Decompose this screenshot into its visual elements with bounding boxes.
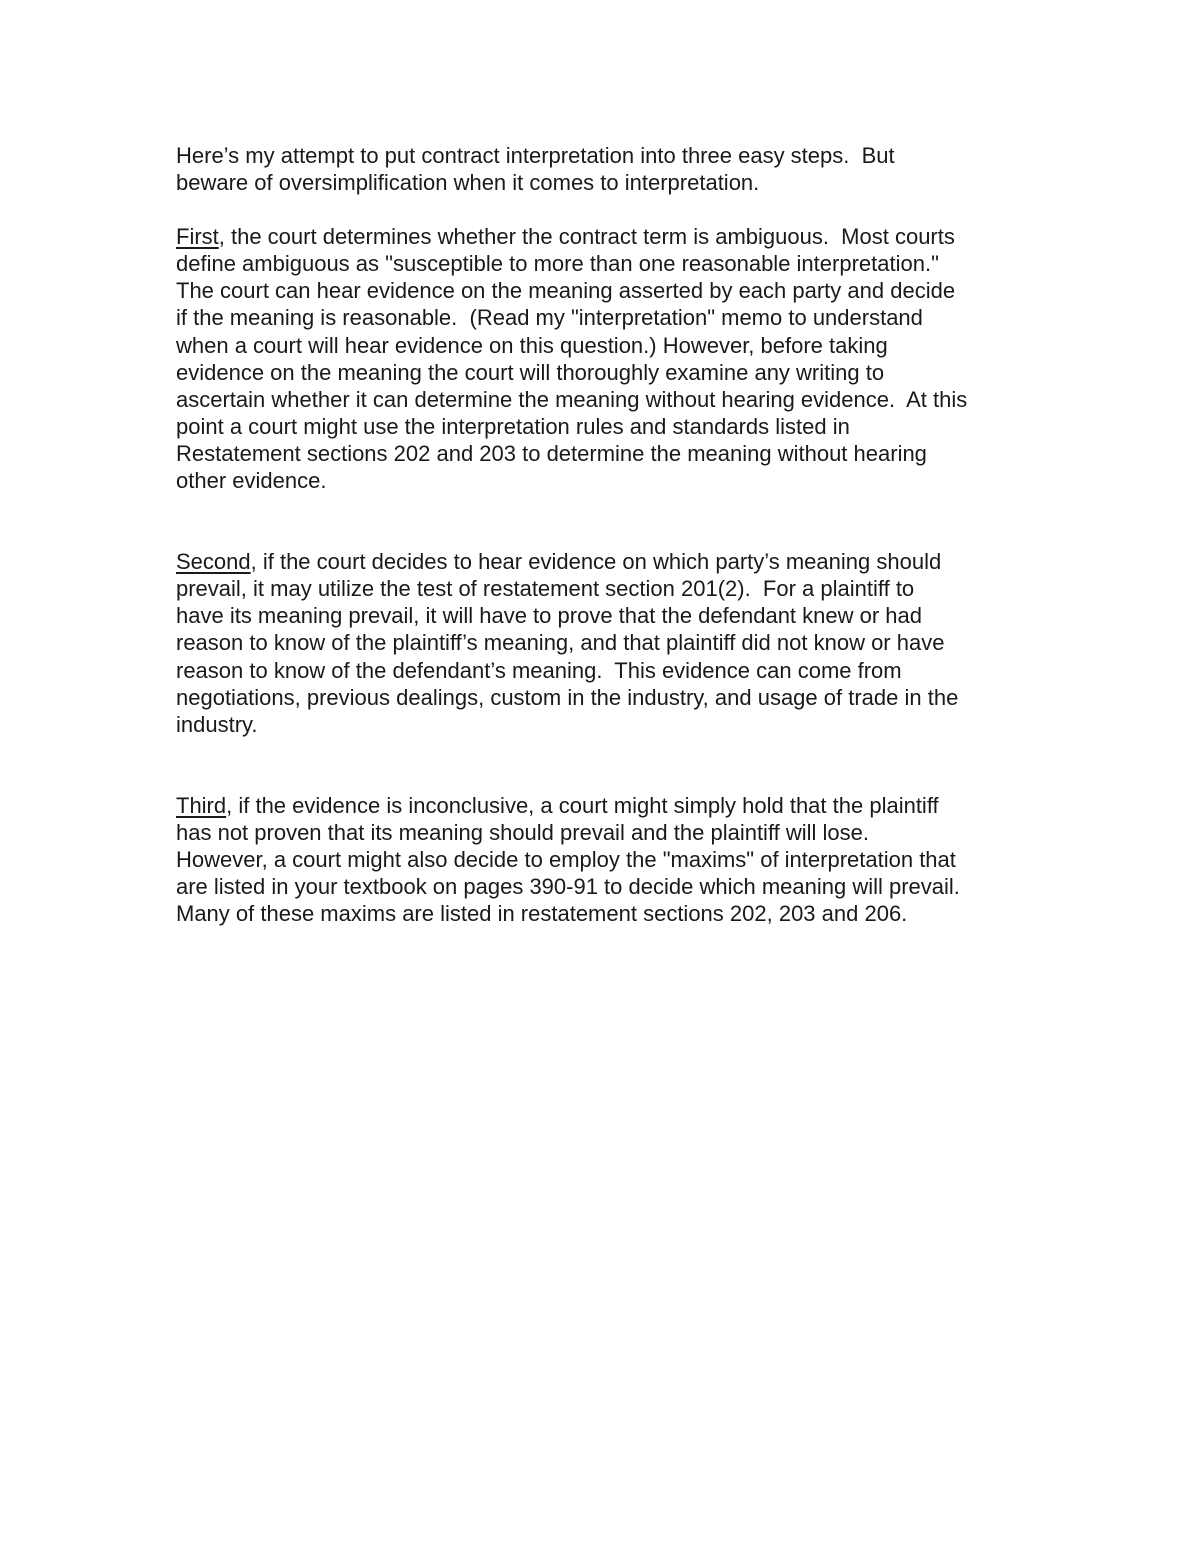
- third-step-text: , if the evidence is inconclusive, a court might simply hold that the plaintiff: [226, 792, 939, 818]
- third-step-label: Third: [176, 792, 227, 818]
- second-step-line: industry.: [176, 711, 258, 737]
- first-step-paragraph: [176, 223, 1056, 494]
- third-step-paragraph: [176, 792, 1056, 927]
- third-step-line: has not proven that its meaning should prevail and the plaintiff will lose.: [176, 819, 870, 845]
- first-step-line: when a court will hear evidence on this question.) However, before taking: [176, 332, 888, 358]
- first-step-line: point a court might use the interpretation rules and standards listed in: [176, 413, 850, 439]
- second-step-text: , if the court decides to hear evidence on which party’s meaning should: [250, 549, 942, 575]
- first-step-line: define ambiguous as "susceptible to more than one reasonable interpretation.": [176, 251, 939, 277]
- second-step-line: [176, 548, 1056, 575]
- first-step-line: Restatement sections 202 and 203 to determine the meaning without hearing: [176, 440, 927, 466]
- first-step-line: [176, 223, 1056, 250]
- intro-paragraph: [176, 142, 1056, 196]
- document-body: [176, 142, 1056, 927]
- paragraph-spacer: [176, 738, 1056, 792]
- second-step-line: reason to know of the plaintiff’s meaning, and that plaintiff did not know or have: [176, 630, 945, 656]
- first-step-line: ascertain whether it can determine the meaning without hearing evidence. At this: [176, 386, 968, 412]
- third-step-line: [176, 792, 1056, 819]
- second-step-line: have its meaning prevail, it will have to prove that the defendant knew or had: [176, 603, 923, 629]
- paragraph-spacer: [176, 196, 1056, 223]
- third-step-line: However, a court might also decide to employ the "maxims" of interpretation that: [176, 846, 956, 872]
- third-step-line: Many of these maxims are listed in restatement sections 202, 203 and 206.: [176, 901, 908, 927]
- first-step-line: if the meaning is reasonable. (Read my "interpretation" memo to understand: [176, 305, 923, 331]
- paragraph-spacer: [176, 494, 1056, 548]
- intro-line: Here’s my attempt to put contract interpretation into three easy steps. But: [176, 143, 895, 168]
- first-step-line: evidence on the meaning the court will thoroughly examine any writing to: [176, 359, 885, 385]
- intro-line: beware of oversimplification when it comes to interpretation.: [176, 170, 760, 196]
- second-step-line: reason to know of the defendant’s meaning. This evidence can come from: [176, 657, 902, 683]
- second-step-line: negotiations, previous dealings, custom in the industry, and usage of trade in the: [176, 684, 959, 710]
- second-step-line: prevail, it may utilize the test of restatement section 201(2). For a plaintiff to: [176, 576, 915, 602]
- first-step-line: The court can hear evidence on the meaning asserted by each party and decide: [176, 278, 956, 304]
- first-step-text: , the court determines whether the contract term is ambiguous. Most courts: [218, 224, 955, 250]
- first-step-line: other evidence.: [176, 468, 327, 494]
- third-step-line: are listed in your textbook on pages 390-91 to decide which meaning will prevail.: [176, 874, 960, 900]
- first-step-label: First: [176, 224, 219, 250]
- second-step-paragraph: [176, 548, 1056, 738]
- second-step-label: Second: [176, 549, 251, 575]
